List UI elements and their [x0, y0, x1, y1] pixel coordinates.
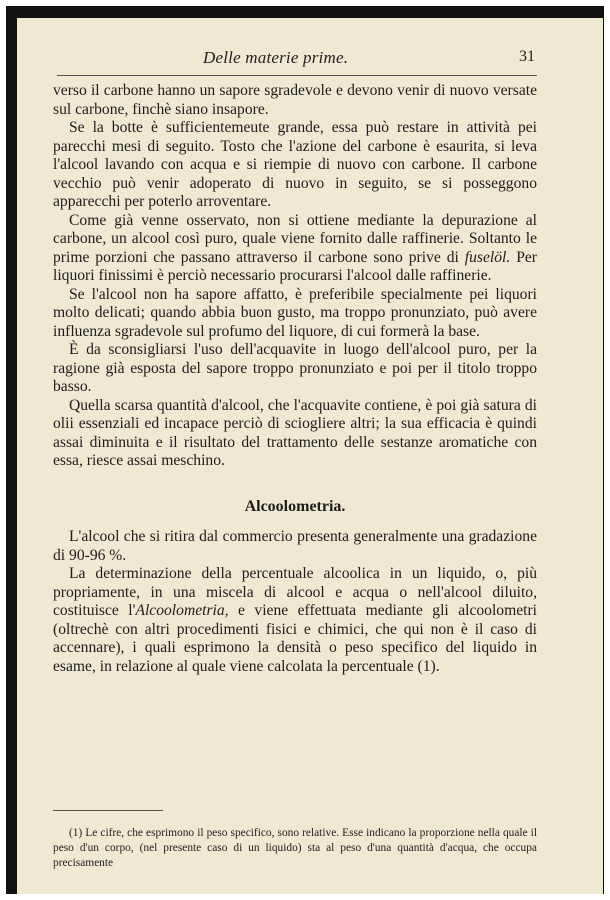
- header-rule: [57, 75, 537, 76]
- paragraph: Quella scarsa quantità d'alcool, che l'acquavite contiene, è poi già satura di olii essenziali ed incapace perciò di sciogliere altri; la sua efficacia è quindi assai diminuita e il risultato del trattamento delle sestanze aromatiche con essa, riesce assai meschino.: [53, 396, 537, 469]
- paragraph-continuation: verso il carbone hanno un sapore sgradevole e devono venir di nuovo versate sul carbone, finchè siano insapore.: [53, 82, 537, 118]
- paragraph: Se l'alcool non ha sapore affatto, è preferibile specialmente pei liquori molto delicati; quando abbia buon gusto, ma troppo pronunziato, può avere influenza sgradevole sul profumo del liquore, di cui formerà la base.: [53, 285, 537, 340]
- emphasis-term: Alcoolometria,: [135, 602, 229, 619]
- footnote-text: (1) Le cifre, che esprimono il peso specifico, sono relative. Esse indicano la proporzione nella quale il peso d'un corpo, (nel presente caso di un liquido) sta al peso d'una quantità d'acqua, che occupa precisamente: [53, 827, 537, 870]
- paragraph-text: Come già venne osservato, non si ottiene mediante la depurazione al carbone, un alcool così puro, quale viene fornito dalle raffinerie. Soltanto le prime porzioni che passano attraverso il carbone sono prive di: [53, 211, 537, 266]
- page-number: 31: [519, 48, 535, 65]
- book-page: [17, 18, 603, 894]
- emphasis-term: fuselöl.: [464, 248, 511, 266]
- footnote: [53, 815, 537, 883]
- paragraph: L'alcool che si ritira dal commercio presenta generalmente una gradazione di 90-96 %.: [53, 528, 537, 564]
- page-header: [17, 40, 603, 70]
- paragraph-text: La determinazione della percentuale alcoolica in un liquido, o, più propriamente, in una miscela di alcool e acqua o nell'alcool diluito, costituisce l': [53, 565, 537, 619]
- footnote-rule: [53, 810, 163, 811]
- paragraph-text: e viene effettuata mediante gli alcoolometri (oltrechè con altri procedimenti fisici e chimici, che qui non è il caso di accennare), i quali esprimono la densità o peso specifico del liquido in esame, in relazione al quale viene calcolata la percentuale (1).: [53, 602, 537, 675]
- paragraph: Se la botte è sufficientemeute grande, essa può restare in attività pei parecchi mesi di seguito. Tosto che l'azione del carbone è esaurita, si leva l'alcool lavando con acqua e si riempie di nuovo con carbone. Il carbone vecchio può venir adoperato di nuovo in seguito, se si posseggono apparecchi per poterlo arroventare.: [53, 119, 537, 210]
- paragraph: È da sconsigliarsi l'uso dell'acquavite in luogo dell'alcool puro, per la ragione già esposta del sapore troppo pronunziato e poi per il titolo troppo basso.: [53, 341, 537, 395]
- page-border: [6, 6, 604, 894]
- paragraph: [53, 565, 537, 676]
- running-title: Delle materie prime.: [203, 48, 349, 67]
- section-heading: Alcoolometria.: [244, 497, 346, 515]
- paragraph: [53, 212, 537, 286]
- paragraph-text: Per liquori finissimi è perciò necessario procurarsi l'alcool dalle raffinerie.: [53, 248, 538, 284]
- main-text: [53, 82, 537, 676]
